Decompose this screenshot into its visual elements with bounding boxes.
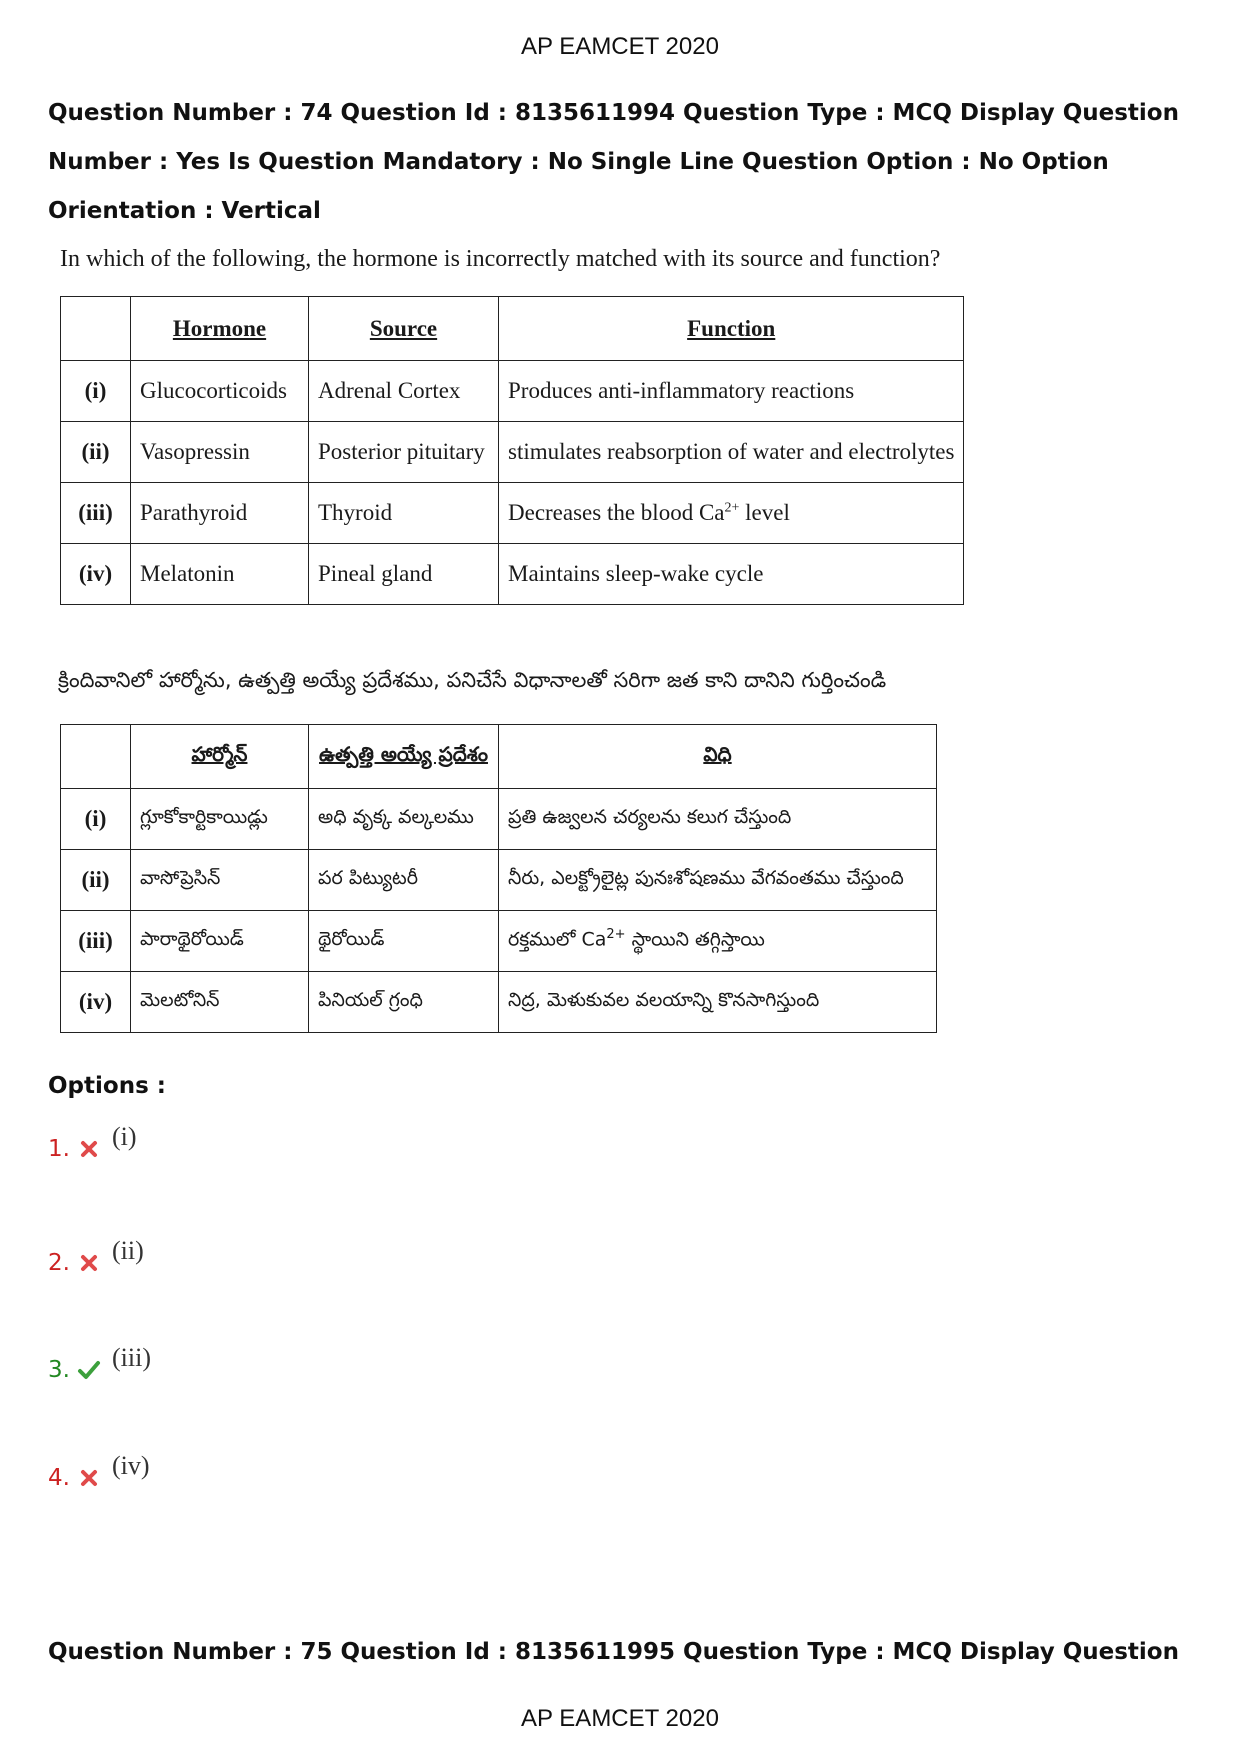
row-number: (iv) bbox=[61, 544, 131, 605]
hormone-cell: Parathyroid bbox=[131, 483, 309, 544]
function-cell: నీరు, ఎలక్ట్రోలైట్ల పునఃశోషణము వేగవంతము చేస్తుంది bbox=[499, 850, 937, 911]
hormone-cell: మెలటోనిన్ bbox=[131, 972, 309, 1033]
function-cell: Produces anti-inflammatory reactions bbox=[499, 361, 964, 422]
hormone-table-telugu bbox=[60, 724, 937, 1033]
hormone-cell: Vasopressin bbox=[131, 422, 309, 483]
table-row bbox=[61, 911, 937, 972]
function-cell: నిద్ర, మెళుకువల వలయాన్ని కొనసాగిస్తుంది bbox=[499, 972, 937, 1033]
option-number: 4. bbox=[48, 1465, 70, 1491]
row-number: (i) bbox=[61, 361, 131, 422]
next-question-meta bbox=[48, 1628, 1198, 1677]
table-row bbox=[61, 972, 937, 1033]
option-number: 1. bbox=[48, 1136, 70, 1162]
function-cell: Maintains sleep-wake cycle bbox=[499, 544, 964, 605]
options-label: Options : bbox=[48, 1073, 166, 1099]
table-header-row bbox=[61, 297, 964, 361]
table-row bbox=[61, 544, 964, 605]
next-question-meta-line-1: Question Number : 75 Question Id : 8135611995 Question Type : MCQ Display Question bbox=[48, 1639, 1179, 1665]
table-row bbox=[61, 483, 964, 544]
source-cell: థైరోయిడ్ bbox=[309, 911, 499, 972]
hormone-table-english bbox=[60, 296, 964, 605]
table-header-blank bbox=[61, 297, 131, 361]
option-text: (iii) bbox=[112, 1343, 151, 1372]
question-meta-line-1: Question Number : 74 Question Id : 8135611994 Question Type : MCQ Display Question bbox=[48, 100, 1179, 126]
function-cell: ప్రతి ఉజ్వలన చర్యలను కలుగ చేస్తుంది bbox=[499, 789, 937, 850]
table-row bbox=[61, 361, 964, 422]
table-row bbox=[61, 422, 964, 483]
table-header-row bbox=[61, 725, 937, 789]
option-2[interactable] bbox=[48, 1236, 144, 1276]
option-3[interactable] bbox=[48, 1343, 151, 1383]
table-header-source: Source bbox=[309, 297, 499, 361]
source-cell: పర పిట్యుటరీ bbox=[309, 850, 499, 911]
row-number: (iii) bbox=[61, 911, 131, 972]
hormone-cell: పారాథైరోయిడ్ bbox=[131, 911, 309, 972]
table-row bbox=[61, 850, 937, 911]
table-header-hormone: Hormone bbox=[131, 297, 309, 361]
source-cell: పినియల్ గ్రంధి bbox=[309, 972, 499, 1033]
table-header-blank bbox=[61, 725, 131, 789]
option-1[interactable] bbox=[48, 1122, 137, 1162]
source-cell: Adrenal Cortex bbox=[309, 361, 499, 422]
question-meta bbox=[48, 89, 1198, 236]
calcium-charge: 2+ bbox=[606, 926, 626, 942]
question-meta-line-2: Number : Yes Is Question Mandatory : No Single Line Question Option : No Option bbox=[48, 149, 1109, 175]
calcium-charge: 2+ bbox=[724, 500, 740, 516]
option-4[interactable] bbox=[48, 1451, 150, 1491]
option-text: (iv) bbox=[112, 1451, 150, 1480]
function-text-suffix: level bbox=[739, 500, 790, 525]
question-text-telugu: క్రిందివానిలో హార్మోను, ఉత్పత్తి అయ్యే ప్రదేశము, పనిచేసే విధానాలతో సరిగా జత కాని దానిని గుర్తించండి bbox=[58, 668, 887, 692]
row-number: (iii) bbox=[61, 483, 131, 544]
question-text-english: In which of the following, the hormone is incorrectly matched with its source and function? bbox=[60, 246, 941, 272]
page-footer: AP EAMCET 2020 bbox=[521, 1705, 719, 1732]
source-cell: అధి వృక్క వల్కలము bbox=[309, 789, 499, 850]
function-text: Decreases the blood Ca bbox=[508, 500, 725, 525]
source-cell: Thyroid bbox=[309, 483, 499, 544]
page-header: AP EAMCET 2020 bbox=[521, 33, 719, 60]
row-number: (ii) bbox=[61, 422, 131, 483]
row-number: (iv) bbox=[61, 972, 131, 1033]
table-header-function: Function bbox=[499, 297, 964, 361]
table-row bbox=[61, 789, 937, 850]
cross-icon bbox=[76, 1136, 102, 1162]
option-number: 3. bbox=[48, 1357, 70, 1383]
cross-icon bbox=[76, 1465, 102, 1491]
row-number: (i) bbox=[61, 789, 131, 850]
option-number: 2. bbox=[48, 1250, 70, 1276]
question-meta-line-3: Orientation : Vertical bbox=[48, 198, 321, 224]
row-number: (ii) bbox=[61, 850, 131, 911]
function-cell bbox=[499, 483, 964, 544]
hormone-cell: గ్లూకోకార్టికాయిడ్లు bbox=[131, 789, 309, 850]
table-header-source: ఉత్పత్తి అయ్యే ప్రదేశం bbox=[309, 725, 499, 789]
hormone-cell: Glucocorticoids bbox=[131, 361, 309, 422]
option-text: (i) bbox=[112, 1122, 137, 1151]
function-text: రక్తములో Ca bbox=[508, 928, 607, 951]
hormone-cell: Melatonin bbox=[131, 544, 309, 605]
hormone-cell: వాసోప్రెసిన్ bbox=[131, 850, 309, 911]
source-cell: Pineal gland bbox=[309, 544, 499, 605]
function-cell: stimulates reabsorption of water and electrolytes bbox=[499, 422, 964, 483]
function-text-suffix: స్థాయిని తగ్గిస్తాయి bbox=[625, 928, 765, 951]
function-cell bbox=[499, 911, 937, 972]
option-text: (ii) bbox=[112, 1236, 144, 1265]
table-header-function: విధి bbox=[499, 725, 937, 789]
source-cell: Posterior pituitary bbox=[309, 422, 499, 483]
table-header-hormone: హార్మోన్ bbox=[131, 725, 309, 789]
cross-icon bbox=[76, 1250, 102, 1276]
check-icon bbox=[76, 1357, 102, 1383]
